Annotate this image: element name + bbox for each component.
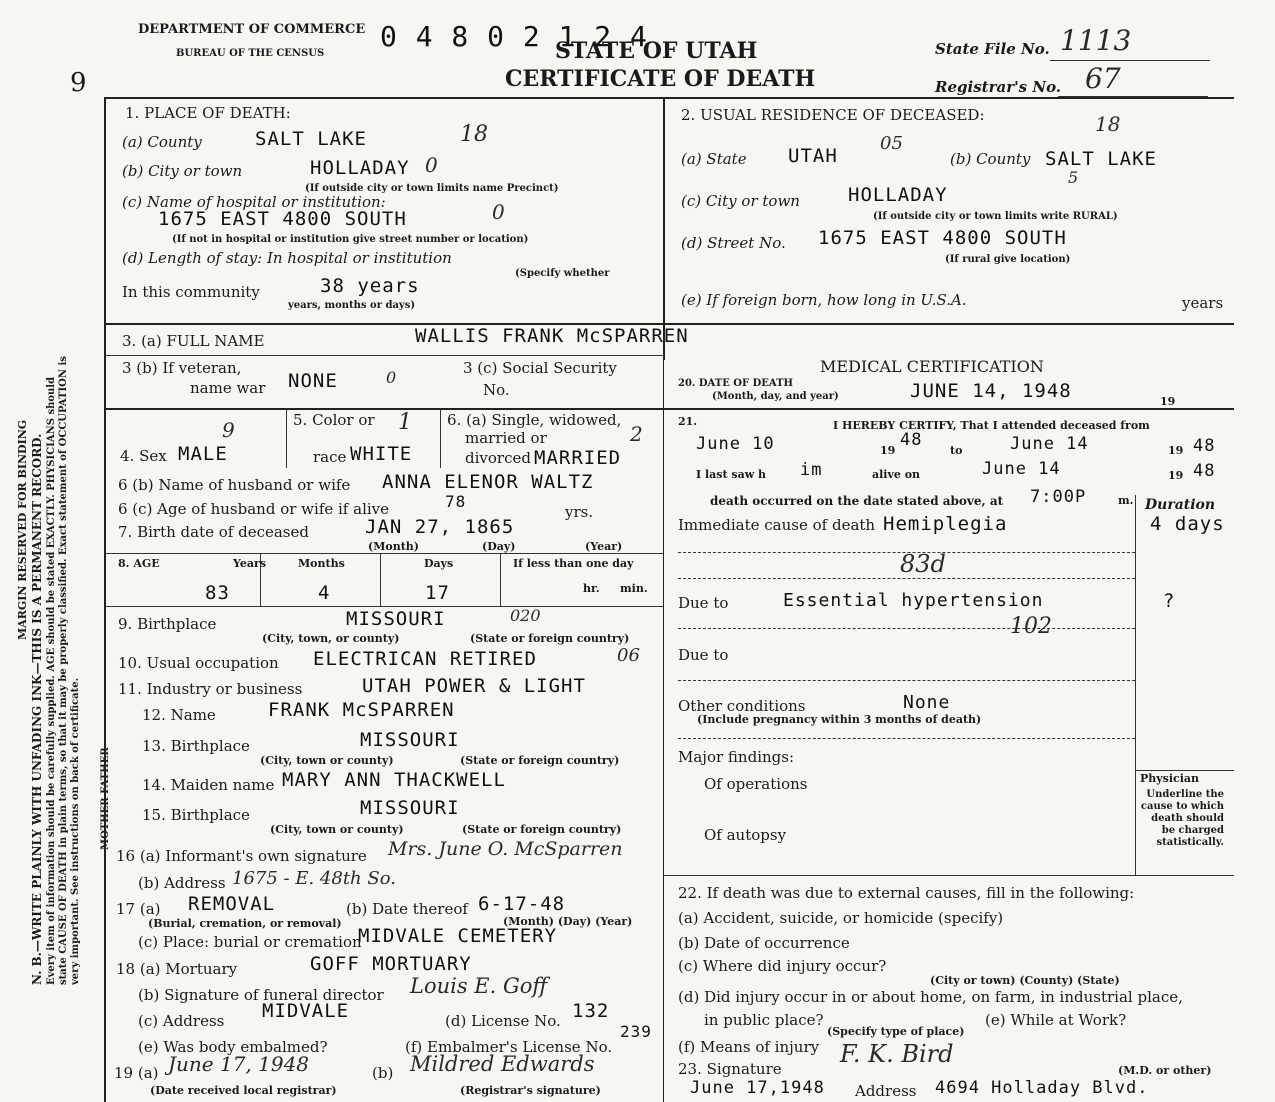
major-findings-label: Major findings: (678, 748, 795, 766)
other-conditions: None (903, 692, 951, 713)
corner-mark: 9 (70, 68, 87, 98)
other-conditions-label: Other conditions (678, 697, 806, 715)
father-note-1: (City, town or county) (260, 754, 394, 767)
attended-from: June 10 (696, 434, 775, 454)
date-of-death: JUNE 14, 1948 (910, 380, 1072, 402)
place-hospital-code: 0 (492, 200, 505, 224)
marital-label-1: 6. (a) Single, widowed, (447, 411, 622, 429)
informant-address-label: (b) Address (138, 874, 226, 892)
attended-to: June 14 (1010, 434, 1089, 454)
attended-from-year: 48 (900, 430, 923, 450)
age-years: 83 (205, 582, 230, 604)
occupation-label: 10. Usual occupation (118, 654, 279, 672)
color: WHITE (350, 443, 413, 465)
residence-foreign-label: (e) If foreign born, how long in U.S.A. (681, 291, 967, 309)
certificate-number: 0 4 8 0 2 1 2 4 (380, 20, 648, 53)
age-days: 17 (425, 582, 450, 604)
residence-heading: 2. USUAL RESIDENCE OF DECEASED: (681, 106, 985, 124)
age-days-label: Days (424, 557, 454, 570)
mother-note-1: (City, town or county) (270, 823, 404, 836)
parents-side-label: MOTHER FATHER (100, 747, 111, 850)
other-conditions-note: (Include pregnancy within 3 months of death) (697, 713, 982, 726)
alive-on-label: alive on (872, 468, 921, 481)
attended-to-label: to (950, 444, 963, 457)
occupation: ELECTRICAN RETIRED (313, 648, 537, 670)
place-stay-label: (d) Length of stay: In hospital or institution (122, 249, 452, 267)
disposition-date-label: (b) Date thereof (346, 900, 468, 918)
spouse: ANNA ELENOR WALTZ (382, 471, 594, 493)
attendance-text: I HEREBY CERTIFY, That I attended deceased from (833, 419, 1150, 432)
attended-to-19: 19 (1168, 444, 1184, 457)
place-hospital-label: (c) Name of hospital or institution: (122, 193, 386, 211)
license-label: (d) License No. (445, 1012, 561, 1030)
external-heading: 22. If death was due to external causes, fill in the following: (678, 884, 1135, 902)
immediate-code: 83d (900, 550, 946, 578)
informant-signature: Mrs. June O. McSparren (388, 838, 623, 860)
father-name: FRANK McSPARREN (268, 699, 455, 721)
date-of-death-19: 19 (1160, 395, 1176, 408)
certifier-signature: F. K. Bird (840, 1040, 954, 1068)
place-county-code: 18 (460, 122, 488, 147)
director-signature: Louis E. Goff (410, 974, 548, 998)
registrar-signature-label: (b) (372, 1064, 394, 1082)
immediate-cause: Hemiplegia (883, 513, 1008, 535)
date-of-death-label: 20. DATE OF DEATH (678, 378, 793, 389)
director-signature-label: (b) Signature of funeral director (138, 986, 384, 1004)
due-to-1-code: 102 (1010, 614, 1052, 639)
external-c-note: (City or town) (County) (State) (930, 974, 1120, 987)
alive-on: June 14 (982, 459, 1061, 479)
burial-place: MIDVALE CEMETERY (358, 925, 558, 947)
residence-county: SALT LAKE (1045, 148, 1157, 170)
due-to-1: Essential hypertension (783, 590, 1044, 611)
sex-code: 9 (222, 418, 235, 442)
age-months-label: Months (298, 557, 345, 570)
alive-on-19: 19 (1168, 469, 1184, 482)
birthplace-code: 020 (510, 606, 541, 625)
form-title: CERTIFICATE OF DEATH (505, 66, 816, 92)
residence-city-note: (If outside city or town limits write RURAL) (873, 211, 1118, 222)
mother-note-2: (State or foreign country) (462, 823, 622, 836)
alive-on-year: 48 (1193, 461, 1216, 481)
medical-heading: MEDICAL CERTIFICATION (820, 357, 1044, 376)
place-stay-note: (Specify whether (515, 268, 610, 279)
marital-label-3: divorced (465, 449, 531, 467)
place-heading: 1. PLACE OF DEATH: (125, 104, 291, 122)
autopsy-label: Of autopsy (704, 826, 787, 844)
disposition-note: (Burial, cremation, or removal) (148, 917, 342, 930)
embalmer-license: 239 (620, 1022, 652, 1041)
registrar-signature-note: (Registrar's signature) (460, 1084, 601, 1097)
age-less-than-day-label: If less than one day (513, 557, 634, 570)
spouse-age-unit: yrs. (565, 503, 594, 521)
immediate-cause-label: Immediate cause of death (678, 516, 876, 534)
birth-date-label: 7. Birth date of deceased (118, 523, 309, 541)
place-community: 38 years (320, 275, 420, 297)
residence-county-label: (b) County (950, 150, 1031, 168)
disposition-label: 17 (a) (116, 900, 161, 918)
sex-label: 4. Sex (120, 447, 167, 465)
due-to-2-label: Due to (678, 646, 729, 664)
death-time-suffix: m. (1118, 494, 1134, 507)
external-b: (b) Date of occurrence (678, 934, 850, 952)
physician-note-heading: Physician (1140, 772, 1200, 785)
operations-label: Of operations (704, 775, 808, 793)
place-city-label: (b) City or town (122, 162, 243, 180)
state-file-label: State File No. (935, 40, 1050, 58)
father-note-2: (State or foreign country) (460, 754, 620, 767)
certifier-address: 4694 Holladay Blvd. (935, 1078, 1149, 1098)
attended-to-year: 48 (1193, 436, 1216, 456)
place-county: SALT LAKE (255, 128, 367, 150)
sex: MALE (178, 443, 228, 465)
veteran-label-1: 3 (b) If veteran, (122, 359, 242, 377)
registrar-number: 67 (1085, 62, 1121, 95)
immediate-duration: 4 days (1150, 513, 1225, 535)
industry-label: 11. Industry or business (118, 680, 303, 698)
place-community-note: years, months or days) (288, 300, 416, 311)
informant-address: 1675 - E. 48th So. (232, 868, 396, 889)
external-c: (c) Where did injury occur? (678, 957, 887, 975)
external-d-1: (d) Did injury occur in or about home, on farm, in industrial place, (678, 988, 1183, 1006)
disposition-date-note: (Month) (Day) (Year) (503, 915, 633, 928)
mother-birthplace-label: 15. Birthplace (142, 806, 250, 824)
color-code: 1 (398, 410, 412, 435)
last-saw-suffix: im (800, 460, 823, 480)
embalmer-license-label: (f) Embalmer's License No. (405, 1038, 613, 1056)
social-security-label-2: No. (483, 381, 510, 399)
age-years-label: Years (233, 557, 267, 570)
marital-code: 2 (630, 422, 643, 446)
registrar-number-label: Registrar's No. (935, 78, 1062, 96)
date-received-note: (Date received local registrar) (150, 1084, 337, 1097)
veteran-code: 0 (386, 368, 397, 387)
marital: MARRIED (534, 447, 622, 469)
place-hospital-note: (If not in hospital or institution give street number or location) (172, 234, 529, 245)
external-e: (e) While at Work? (985, 1011, 1127, 1029)
place-city-code: 0 (425, 153, 438, 177)
residence-state: UTAH (788, 145, 838, 167)
age-months: 4 (318, 582, 331, 604)
birth-month-note: (Month) (368, 540, 419, 553)
spouse-age: 78 (445, 492, 467, 511)
mortuary-address-label: (c) Address (138, 1012, 225, 1030)
state-title: STATE OF UTAH (555, 38, 758, 64)
place-county-label: (a) County (122, 133, 202, 151)
margin-instructions-3: state CAUSE OF DEATH in plain terms, so that it may be properly classified. Exact statement of OCCUPATION is (58, 356, 69, 985)
last-saw-label: I last saw h (696, 468, 767, 481)
birthplace-note-1: (City, town, or county) (262, 632, 400, 645)
age-min-label: min. (620, 582, 648, 595)
informant-signature-label: 16 (a) Informant's own signature (116, 847, 367, 865)
residence-street: 1675 EAST 4800 SOUTH (818, 227, 1067, 249)
birthplace-label: 9. Birthplace (118, 615, 217, 633)
age-hr-label: hr. (583, 582, 600, 595)
date-received: June 17, 1948 (168, 1052, 310, 1076)
mortuary-address: MIDVALE (262, 1000, 350, 1022)
residence-city-label: (c) City or town (681, 192, 800, 210)
birth-date: JAN 27, 1865 (365, 516, 515, 538)
mortuary-label: 18 (a) Mortuary (116, 960, 238, 978)
color-label-2: race (313, 448, 347, 466)
embalmed-label: (e) Was body embalmed? (138, 1038, 328, 1056)
death-time: 7:00P (1030, 487, 1087, 507)
residence-state-label: (a) State (681, 150, 747, 168)
external-d-note: (Specify type of place) (827, 1025, 965, 1038)
residence-state-code: 05 (880, 133, 903, 154)
place-city: HOLLADAY (310, 157, 410, 179)
external-d-2: in public place? (704, 1011, 824, 1029)
certifier-date: June 17,1948 (690, 1078, 825, 1098)
age-label: 8. AGE (118, 557, 160, 570)
margin-instructions-1: N. B.—WRITE PLAINLY WITH UNFADING INK—THIS IS A PERMANENT RECORD. (30, 433, 44, 985)
certifier-md: (M.D. or other) (1118, 1064, 1212, 1077)
marital-label-2: married or (465, 429, 547, 447)
bureau: BUREAU OF THE CENSUS (176, 48, 325, 59)
mother-maiden-label: 14. Maiden name (142, 776, 275, 794)
death-occurred-label: death occurred on the date stated above, at (710, 494, 1004, 508)
industry: UTAH POWER & LIGHT (362, 675, 586, 697)
certifier-signature-label: 23. Signature (678, 1060, 782, 1078)
mother-maiden-name: MARY ANN THACKWELL (282, 769, 506, 791)
due-to-1-duration: ? (1163, 590, 1176, 612)
department: DEPARTMENT OF COMMERCE (138, 22, 366, 37)
birthplace: MISSOURI (346, 608, 446, 630)
birth-day-note: (Day) (482, 540, 516, 553)
disposition: REMOVAL (188, 893, 276, 915)
margin-instructions-2: Every item of information should be carefully supplied. AGE should be stated EXACTLY. PHYSICIANS should (46, 376, 57, 985)
father-birthplace-label: 13. Birthplace (142, 737, 250, 755)
mortuary: GOFF MORTUARY (310, 953, 472, 975)
external-f: (f) Means of injury (678, 1038, 820, 1056)
occupation-code: 06 (617, 645, 640, 666)
place-city-note: (If outside city or town limits name Precinct) (305, 183, 559, 194)
date-received-label: 19 (a) (114, 1064, 159, 1082)
full-name-label: 3. (a) FULL NAME (122, 332, 265, 350)
place-hospital: 1675 EAST 4800 SOUTH (158, 208, 407, 230)
state-file-number: 1113 (1060, 24, 1132, 57)
residence-foreign-unit: years (1182, 294, 1224, 312)
disposition-date: 6-17-48 (478, 893, 566, 915)
residence-street-label: (d) Street No. (681, 234, 786, 252)
residence-city: HOLLADAY (848, 184, 948, 206)
veteran: NONE (288, 370, 338, 392)
spouse-age-label: 6 (c) Age of husband or wife if alive (118, 500, 390, 518)
license: 132 (572, 1000, 610, 1022)
father-birthplace: MISSOURI (360, 729, 460, 751)
residence-street-note: (If rural give location) (945, 254, 1071, 265)
veteran-label-2: name war (190, 379, 266, 397)
registrar-signature: Mildred Edwards (410, 1052, 595, 1076)
date-of-death-note: (Month, day, and year) (712, 391, 839, 402)
place-community-label: In this community (122, 283, 260, 301)
residence-county-code: 18 (1095, 112, 1121, 136)
father-name-label: 12. Name (142, 706, 216, 724)
attended-from-19: 19 (880, 444, 896, 457)
color-label-1: 5. Color or (293, 411, 375, 429)
margin-instructions-4: very important. See instructions on back of certificate. (70, 677, 81, 985)
margin-binding-note: MARGIN RESERVED FOR BINDING (16, 419, 29, 640)
physician-note: Underline the cause to which death should be charged statistically. (1140, 789, 1224, 848)
external-a: (a) Accident, suicide, or homicide (specify) (678, 909, 1004, 927)
residence-mark: 5 (1068, 168, 1079, 187)
birthplace-note-2: (State or foreign country) (470, 632, 630, 645)
duration-label: Duration (1145, 497, 1216, 513)
due-to-1-label: Due to (678, 594, 729, 612)
birth-year-note: (Year) (585, 540, 623, 553)
spouse-label: 6 (b) Name of husband or wife (118, 476, 351, 494)
certifier-address-label: Address (855, 1082, 917, 1100)
attendance-number: 21. (678, 415, 698, 428)
burial-place-label: (c) Place: burial or cremation (138, 933, 362, 951)
full-name: WALLIS FRANK McSPARREN (415, 325, 689, 347)
mother-birthplace: MISSOURI (360, 797, 460, 819)
social-security-label-1: 3 (c) Social Security (463, 359, 617, 377)
